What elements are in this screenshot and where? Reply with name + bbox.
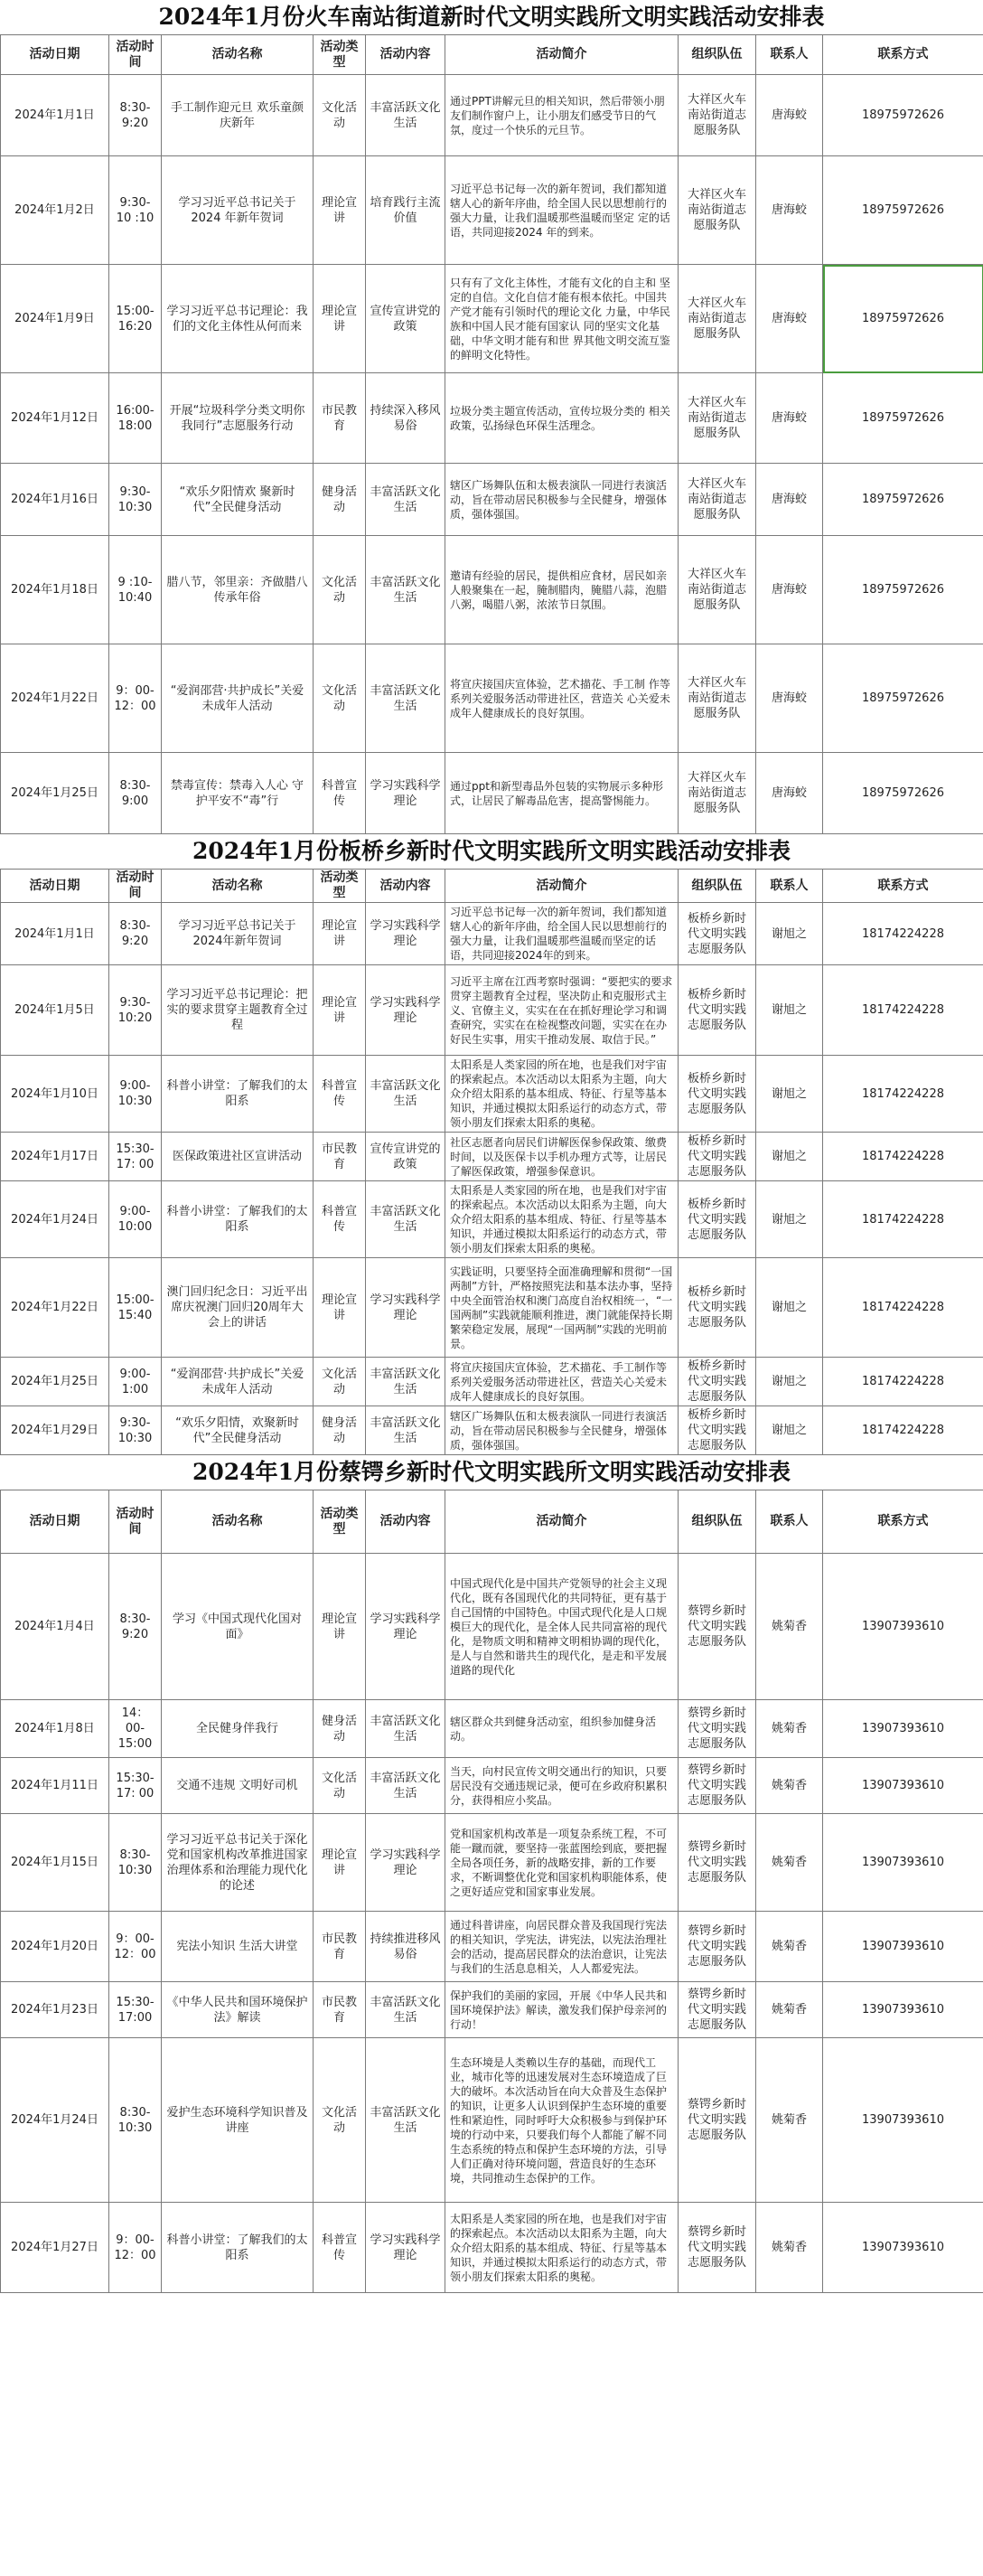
column-header: 组织队伍 [679, 35, 756, 75]
column-header: 活动名称 [162, 35, 314, 75]
column-header: 活动简介 [445, 1490, 679, 1554]
team-cell: 大祥区火车南站街道志愿服务队 [679, 373, 756, 464]
date-cell: 2024年1月15日 [1, 1814, 109, 1912]
activity-name-cell: 禁毒宣传：禁毒入人心 守护平安不“毒”行 [162, 753, 314, 834]
activity-type-cell: 科普宣传 [314, 1181, 366, 1258]
time-cell: 9:30-10:20 [109, 965, 162, 1056]
team-cell: 大祥区火车南站街道志愿服务队 [679, 644, 756, 753]
date-cell: 2024年1月17日 [1, 1133, 109, 1181]
intro-cell: 习近平主席在江西考察时强调：“要把实的要求贯穿主题教育全过程，坚决防止和克服形式主义、官僚主义，实实在在在抓好理论学习和调查研究，实实在在检视整改问题，实实在在办好民生实事，用实干推动发展、取信于民。” [445, 965, 679, 1056]
contact-cell: 唐海蛟 [756, 536, 823, 644]
intro-cell: 辖区广场舞队伍和太极表演队一同进行表演活动，旨在带动居民积极参与全民健身，增强体质，强体强国。 [445, 464, 679, 536]
table-row [1, 1181, 983, 1258]
intro-cell: 通过科普讲座，向居民群众普及我国现行宪法的相关知识，学宪法，讲宪法，以宪法治理社会的活动，提高居民群众的法治意识，让宪法与我们的生活息息相关，人人都爱宪法。 [445, 1912, 679, 1982]
activity-type-cell: 市民教育 [314, 1133, 366, 1181]
table-row [1, 1358, 983, 1406]
activity-type-cell: 文化活动 [314, 2038, 366, 2203]
date-cell: 2024年1月4日 [1, 1554, 109, 1700]
activity-content-cell: 丰富活跃文化生活 [366, 1700, 445, 1758]
intro-cell: 垃圾分类主题宣传活动，宣传垃圾分类的 相关政策，弘扬绿色环保生活理念。 [445, 373, 679, 464]
date-cell: 2024年1月9日 [1, 265, 109, 373]
table-row [1, 265, 983, 373]
activity-type-cell: 理论宣讲 [314, 265, 366, 373]
contact-cell: 谢旭之 [756, 1258, 823, 1358]
team-cell: 大祥区火车南站街道志愿服务队 [679, 536, 756, 644]
time-cell: 15:00-15:40 [109, 1258, 162, 1358]
time-cell: 9 :10-10:40 [109, 536, 162, 644]
activity-content-cell: 学习实践科学理论 [366, 753, 445, 834]
activity-name-cell: 学习习近平总书记关于深化党和国家机构改革推进国家治理体系和治理能力现代化的论述 [162, 1814, 314, 1912]
activity-name-cell: “爱润邵营·共护成长”关爱未成年人活动 [162, 1358, 314, 1406]
column-header: 联系方式 [823, 870, 983, 903]
activity-type-cell: 文化活动 [314, 1758, 366, 1814]
column-header: 活动时间 [109, 35, 162, 75]
activity-type-cell: 理论宣讲 [314, 156, 366, 265]
activity-content-cell: 丰富活跃文化生活 [366, 644, 445, 753]
team-cell: 板桥乡新时代文明实践志愿服务队 [679, 903, 756, 965]
table-row [1, 1056, 983, 1133]
column-header: 组织队伍 [679, 1490, 756, 1554]
date-cell: 2024年1月27日 [1, 2203, 109, 2293]
date-cell: 2024年1月11日 [1, 1758, 109, 1814]
contact-cell: 谢旭之 [756, 1406, 823, 1455]
intro-cell: 太阳系是人类家园的所在地，也是我们对宇宙的探索起点。本次活动以太阳系为主题，向大众介绍太阳系的基本组成、特征、行星等基本知识，并通过模拟太阳系运行的动态方式，带领小朋友们探索太阳系的奥秘。 [445, 2203, 679, 2293]
phone-cell: 13907393610 [823, 1554, 983, 1700]
intro-cell: 太阳系是人类家园的所在地，也是我们对宇宙的探索起点。本次活动以太阳系为主题，向大众介绍太阳系的基本组成、特征、行星等基本知识，并通过模拟太阳系运行的动态方式，带领小朋友们探索太阳系的奥秘。 [445, 1181, 679, 1258]
phone-cell: 18975972626 [823, 644, 983, 753]
time-cell: 9:30-10 :10 [109, 156, 162, 265]
time-cell: 15:30-17: 00 [109, 1133, 162, 1181]
team-cell: 蔡锷乡新时代文明实践志愿服务队 [679, 2038, 756, 2203]
column-header: 活动时间 [109, 870, 162, 903]
activity-type-cell: 市民教育 [314, 373, 366, 464]
activity-name-cell: “欢乐夕阳情欢 聚新时代”全民健身活动 [162, 464, 314, 536]
table-row [1, 1258, 983, 1358]
intro-cell: 中国式现代化是中国共产党领导的社会主义现代化，既有各国现代化的共同特征，更有基于自己国情的中国特色。中国式现代化是人口规模巨大的现代化，是全体人民共同富裕的现代化，是物质文明和精神文明相协调的现代化，是人与自然和谐共生的现代化，是走和平发展道路的现代化 [445, 1554, 679, 1700]
table-header-row [1, 35, 983, 75]
table-row [1, 753, 983, 834]
intro-cell: 辖区群众共到健身活动室，组织参加健身活动。 [445, 1700, 679, 1758]
column-header: 联系方式 [823, 35, 983, 75]
time-cell: 8:30-9:20 [109, 903, 162, 965]
table-row [1, 965, 983, 1056]
activity-name-cell: 医保政策进社区宣讲活动 [162, 1133, 314, 1181]
team-cell: 板桥乡新时代文明实践志愿服务队 [679, 1406, 756, 1455]
time-cell: 15:00-16:20 [109, 265, 162, 373]
column-header: 活动内容 [366, 1490, 445, 1554]
team-cell: 板桥乡新时代文明实践志愿服务队 [679, 1181, 756, 1258]
contact-cell: 姚菊香 [756, 2203, 823, 2293]
contact-cell: 谢旭之 [756, 1358, 823, 1406]
contact-cell: 姚菊香 [756, 1700, 823, 1758]
table-row [1, 1133, 983, 1181]
team-cell: 大祥区火车南站街道志愿服务队 [679, 75, 756, 156]
time-cell: 15:30-17: 00 [109, 1758, 162, 1814]
activity-name-cell: 手工制作迎元旦 欢乐童颜庆新年 [162, 75, 314, 156]
time-cell: 15:30-17:00 [109, 1982, 162, 2038]
column-header: 活动日期 [1, 35, 109, 75]
section-title: 2024年1月份蔡锷乡新时代文明实践所文明实践活动安排表 [192, 1459, 791, 1485]
column-header: 联系人 [756, 1490, 823, 1554]
team-cell: 板桥乡新时代文明实践志愿服务队 [679, 1056, 756, 1133]
intro-cell: 将宣庆接国庆宣体验，艺术描花、手工制 作等系列关爱服务活动带进社区，营造关 心关爱未成年人健康成长的良好氛围。 [445, 644, 679, 753]
contact-cell: 唐海蛟 [756, 373, 823, 464]
team-cell: 大祥区火车南站街道志愿服务队 [679, 156, 756, 265]
activity-content-cell: 学习实践科学理论 [366, 965, 445, 1056]
contact-cell: 谢旭之 [756, 1056, 823, 1133]
date-cell: 2024年1月2日 [1, 156, 109, 265]
team-cell: 大祥区火车南站街道志愿服务队 [679, 464, 756, 536]
table-row [1, 2203, 983, 2293]
phone-cell: 18174224228 [823, 1181, 983, 1258]
activity-content-cell: 学习实践科学理论 [366, 1258, 445, 1358]
contact-cell: 谢旭之 [756, 1181, 823, 1258]
date-cell: 2024年1月12日 [1, 373, 109, 464]
intro-cell: 通过PPT讲解元旦的相关知识，然后带领小朋友们制作窗户上，让小朋友们感受节日的气氛，度过一个快乐的元旦节。 [445, 75, 679, 156]
date-cell: 2024年1月20日 [1, 1912, 109, 1982]
column-header: 组织队伍 [679, 870, 756, 903]
date-cell: 2024年1月25日 [1, 753, 109, 834]
activity-type-cell: 市民教育 [314, 1912, 366, 1982]
schedule-table [0, 869, 983, 1455]
time-cell: 9:00-10:30 [109, 1056, 162, 1133]
activity-type-cell: 理论宣讲 [314, 1554, 366, 1700]
activity-type-cell: 文化活动 [314, 536, 366, 644]
team-cell: 蔡锷乡新时代文明实践志愿服务队 [679, 1554, 756, 1700]
time-cell: 9:30-10:30 [109, 1406, 162, 1455]
phone-cell: 13907393610 [823, 2203, 983, 2293]
contact-cell: 姚菊香 [756, 1758, 823, 1814]
activity-content-cell: 丰富活跃文化生活 [366, 1056, 445, 1133]
contact-cell: 唐海蛟 [756, 644, 823, 753]
date-cell: 2024年1月5日 [1, 965, 109, 1056]
team-cell: 大祥区火车南站街道志愿服务队 [679, 265, 756, 373]
contact-cell: 姚菊香 [756, 1814, 823, 1912]
contact-cell: 谢旭之 [756, 1133, 823, 1181]
activity-content-cell: 学习实践科学理论 [366, 903, 445, 965]
table-row [1, 75, 983, 156]
intro-cell: 实践证明，只要坚持全面准确理解和贯彻“一国两制”方针，严格按照宪法和基本法办事，坚持中央全面管治权和澳门高度自治权相统一，“一国两制”实践就能顺利推进，澳门就能保持长期繁荣稳定发展，展现“一国两制”实践的光明前景。 [445, 1258, 679, 1358]
contact-cell: 唐海蛟 [756, 464, 823, 536]
contact-cell: 谢旭之 [756, 965, 823, 1056]
time-cell: 8:30-10:30 [109, 2038, 162, 2203]
activity-name-cell: 交通不违规 文明好司机 [162, 1758, 314, 1814]
time-cell: 9:00-1:00 [109, 1358, 162, 1406]
team-cell: 蔡锷乡新时代文明实践志愿服务队 [679, 1700, 756, 1758]
table-row [1, 464, 983, 536]
schedule-table [0, 1490, 983, 2293]
column-header: 活动简介 [445, 870, 679, 903]
activity-name-cell: 腊八节，邻里亲：齐做腊八 传承年俗 [162, 536, 314, 644]
column-header: 联系方式 [823, 1490, 983, 1554]
schedule-table [0, 34, 983, 834]
time-cell: 16:00-18:00 [109, 373, 162, 464]
phone-cell: 18975972626 [823, 373, 983, 464]
contact-cell: 姚菊香 [756, 1554, 823, 1700]
team-cell: 大祥区火车南站街道志愿服务队 [679, 753, 756, 834]
intro-cell: 习近平总书记每一次的新年贺词，我们都知道 辖人心的新年序曲，给全国人民以思想前行的强大力量，让我们温暖那些温暖而坚定的话语，共同迎接2024年的到来。 [445, 903, 679, 965]
activity-content-cell: 培育践行主流价值 [366, 156, 445, 265]
phone-cell: 18174224228 [823, 1406, 983, 1455]
intro-cell: 当天，向村民宣传文明交通出行的知识，只要居民没有交通违规记录，便可在乡政府积累积分，获得相应小奖品。 [445, 1758, 679, 1814]
phone-cell: 13907393610 [823, 1912, 983, 1982]
date-cell: 2024年1月1日 [1, 75, 109, 156]
activity-name-cell: 《中华人民共和国环境保护法》解读 [162, 1982, 314, 2038]
activity-content-cell: 丰富活跃文化生活 [366, 1181, 445, 1258]
activity-type-cell: 科普宣传 [314, 753, 366, 834]
contact-cell: 唐海蛟 [756, 75, 823, 156]
column-header: 活动日期 [1, 870, 109, 903]
phone-cell: 18174224228 [823, 1358, 983, 1406]
phone-cell: 18975972626 [823, 75, 983, 156]
phone-cell: 18975972626 [823, 464, 983, 536]
intro-cell: 辖区广场舞队伍和太极表演队一同进行表演活动，旨在带动居民积极参与全民健身，增强体质，强体强国。 [445, 1406, 679, 1455]
time-cell: 9：00-12：00 [109, 2203, 162, 2293]
activity-content-cell: 丰富活跃文化生活 [366, 1358, 445, 1406]
intro-cell: 只有有了文化主体性，才能有文化的自主和 坚定的自信。文化自信才能有根本依托。中国共产党才能有引领时代的理论文化 力量，中华民族和中国人民才能有国家认 同的坚实文化基础，中华文明才能有和世 界其他文明交流互鉴的鲜明文化特性。 [445, 265, 679, 373]
activity-type-cell: 健身活动 [314, 1406, 366, 1455]
column-header: 活动名称 [162, 870, 314, 903]
table-row [1, 536, 983, 644]
phone-cell: 13907393610 [823, 1758, 983, 1814]
activity-type-cell: 文化活动 [314, 644, 366, 753]
team-cell: 板桥乡新时代文明实践志愿服务队 [679, 1358, 756, 1406]
table-row [1, 1912, 983, 1982]
time-cell: 9:00-10:00 [109, 1181, 162, 1258]
table-header-row [1, 1490, 983, 1554]
team-cell: 蔡锷乡新时代文明实践志愿服务队 [679, 1912, 756, 1982]
activity-name-cell: 学习习近平总书记理论：把实的要求贯穿主题教育全过程 [162, 965, 314, 1056]
time-cell: 8:30-9:20 [109, 1554, 162, 1700]
date-cell: 2024年1月10日 [1, 1056, 109, 1133]
date-cell: 2024年1月22日 [1, 1258, 109, 1358]
column-header: 活动类型 [314, 1490, 366, 1554]
table-row [1, 373, 983, 464]
team-cell: 板桥乡新时代文明实践志愿服务队 [679, 1258, 756, 1358]
activity-name-cell: 科普小讲堂：了解我们的太阳系 [162, 2203, 314, 2293]
date-cell: 2024年1月18日 [1, 536, 109, 644]
table-row [1, 1814, 983, 1912]
activity-type-cell: 科普宣传 [314, 2203, 366, 2293]
phone-cell: 18975972626 [823, 536, 983, 644]
column-header: 活动简介 [445, 35, 679, 75]
activity-name-cell: “欢乐夕阳情，欢聚新时代”全民健身活动 [162, 1406, 314, 1455]
activity-name-cell: 科普小讲堂：了解我们的太阳系 [162, 1181, 314, 1258]
team-cell: 蔡锷乡新时代文明实践志愿服务队 [679, 2203, 756, 2293]
activity-content-cell: 宣传宣讲党的政策 [366, 1133, 445, 1181]
team-cell: 蔡锷乡新时代文明实践志愿服务队 [679, 1982, 756, 2038]
activity-content-cell: 丰富活跃文化生活 [366, 464, 445, 536]
activity-content-cell: 学习实践科学理论 [366, 1814, 445, 1912]
activity-name-cell: 开展“垃圾科学分类文明你我同行”志愿服务行动 [162, 373, 314, 464]
time-cell: 9：00-12：00 [109, 1912, 162, 1982]
activity-type-cell: 理论宣讲 [314, 965, 366, 1056]
activity-content-cell: 丰富活跃文化生活 [366, 2038, 445, 2203]
table-row [1, 1700, 983, 1758]
column-header: 活动内容 [366, 35, 445, 75]
date-cell: 2024年1月24日 [1, 2038, 109, 2203]
date-cell: 2024年1月1日 [1, 903, 109, 965]
time-cell: 9：00-12：00 [109, 644, 162, 753]
table-row [1, 156, 983, 265]
activity-name-cell: 学习习近平总书记理论：我们的文化主体性从何而来 [162, 265, 314, 373]
table-row [1, 903, 983, 965]
column-header: 活动名称 [162, 1490, 314, 1554]
contact-cell: 谢旭之 [756, 903, 823, 965]
activity-name-cell: 学习习近平总书记关于2024年新年贺词 [162, 903, 314, 965]
activity-type-cell: 理论宣讲 [314, 1814, 366, 1912]
activity-type-cell: 科普宣传 [314, 1056, 366, 1133]
intro-cell: 习近平总书记每一次的新年贺词，我们都知道 辖人心的新年序曲，给全国人民以思想前行的强大力量，让我们温暖那些温暖而坚定 定的话语，共同迎接2024 年的到来。 [445, 156, 679, 265]
phone-cell: 18174224228 [823, 1133, 983, 1181]
table-row [1, 1758, 983, 1814]
contact-cell: 姚菊香 [756, 2038, 823, 2203]
intro-cell: 党和国家机构改革是一项复杂系统工程，不可能一蹴而就，要坚持一张蓝图绘到底，要把握全局各项任务，新的战略安排，新的工作要求，不断调整优化党和国家机构职能体系，使之更好适应党和国家事业发展。 [445, 1814, 679, 1912]
section-title: 2024年1月份火车南站街道新时代文明实践所文明实践活动安排表 [158, 4, 825, 30]
activity-type-cell: 理论宣讲 [314, 1258, 366, 1358]
activity-name-cell: 宪法小知识 生活大讲堂 [162, 1912, 314, 1982]
table-row [1, 2038, 983, 2203]
table-row [1, 644, 983, 753]
time-cell: 9:30-10:30 [109, 464, 162, 536]
activity-content-cell: 丰富活跃文化生活 [366, 75, 445, 156]
activity-name-cell: 爱护生态环境科学知识普及讲座 [162, 2038, 314, 2203]
activity-name-cell: 科普小讲堂：了解我们的太阳系 [162, 1056, 314, 1133]
activity-type-cell: 市民教育 [314, 1982, 366, 2038]
intro-cell: 将宣庆接国庆宣体验，艺术描花、手工制作等系列关爱服务活动带进社区，营造关心关爱未成年人健康成长的良好氛围。 [445, 1358, 679, 1406]
phone-cell: 13907393610 [823, 1814, 983, 1912]
activity-content-cell: 学习实践科学理论 [366, 2203, 445, 2293]
phone-cell: 13907393610 [823, 2038, 983, 2203]
intro-cell: 生态环境是人类赖以生存的基础，而现代工业，城市化等的迅速发展对生态环境造成了巨大的破坏。本次活动旨在向大众普及生态保护的知识，让更多人认识到保护生态环境的重要性和紧迫性，同时呼吁大众积极参与到保护环境的行动中来，只要我们每个人都能了解不同生态系统的特点和保护生态环境的方法，引导人们正确对待环境问题，营造良好的生态环境，共同推动生态保护的工作。 [445, 2038, 679, 2203]
phone-cell: 13907393610 [823, 1982, 983, 2038]
activity-type-cell: 健身活动 [314, 464, 366, 536]
activity-name-cell: “爱润邵营·共护成长”关爱未成年人活动 [162, 644, 314, 753]
date-cell: 2024年1月22日 [1, 644, 109, 753]
activity-content-cell: 丰富活跃文化生活 [366, 1758, 445, 1814]
time-cell: 8:30-9:00 [109, 753, 162, 834]
date-cell: 2024年1月24日 [1, 1181, 109, 1258]
activity-type-cell: 理论宣讲 [314, 903, 366, 965]
intro-cell: 保护我们的美丽的家园，开展《中华人民共和国环境保护法》解读，激发我们保护母亲河的行动！ [445, 1982, 679, 2038]
column-header: 联系人 [756, 870, 823, 903]
time-cell: 14：00-15:00 [109, 1700, 162, 1758]
activity-content-cell: 持续深入移风易俗 [366, 373, 445, 464]
intro-cell: 社区志愿者向居民们讲解医保参保政策、缴费时间，以及医保卡以手机办理方式等，让居民了解医保政策，增强参保意识。 [445, 1133, 679, 1181]
activity-content-cell: 丰富活跃文化生活 [366, 536, 445, 644]
column-header: 活动时间 [109, 1490, 162, 1554]
team-cell: 板桥乡新时代文明实践志愿服务队 [679, 1133, 756, 1181]
intro-cell: 太阳系是人类家园的所在地，也是我们对宇宙的探索起点。本次活动以太阳系为主题，向大众介绍太阳系的基本组成、特征、行星等基本知识，并通过模拟太阳系运行的动态方式，带领小朋友们探索太阳系的奥秘。 [445, 1056, 679, 1133]
contact-cell: 唐海蛟 [756, 265, 823, 373]
team-cell: 板桥乡新时代文明实践志愿服务队 [679, 965, 756, 1056]
intro-cell: 通过ppt和新型毒品外包装的实物展示多种形式，让居民了解毒品危害，提高警惕能力。 [445, 753, 679, 834]
team-cell: 蔡锷乡新时代文明实践志愿服务队 [679, 1758, 756, 1814]
activity-type-cell: 健身活动 [314, 1700, 366, 1758]
column-header: 活动类型 [314, 35, 366, 75]
activity-name-cell: 全民健身伴我行 [162, 1700, 314, 1758]
activity-name-cell: 学习习近平总书记关于 2024 年新年贺词 [162, 156, 314, 265]
phone-cell: 18174224228 [823, 1056, 983, 1133]
table-row [1, 1406, 983, 1455]
phone-cell: 18975972626 [823, 265, 983, 373]
date-cell: 2024年1月8日 [1, 1700, 109, 1758]
time-cell: 8:30-10:30 [109, 1814, 162, 1912]
section-title: 2024年1月份板桥乡新时代文明实践所文明实践活动安排表 [192, 838, 791, 864]
column-header: 活动类型 [314, 870, 366, 903]
date-cell: 2024年1月25日 [1, 1358, 109, 1406]
table-header-row [1, 870, 983, 903]
team-cell: 蔡锷乡新时代文明实践志愿服务队 [679, 1814, 756, 1912]
table-row [1, 1982, 983, 2038]
phone-cell: 18174224228 [823, 965, 983, 1056]
contact-cell: 姚菊香 [756, 1982, 823, 2038]
table-row [1, 1554, 983, 1700]
phone-cell: 18975972626 [823, 753, 983, 834]
contact-cell: 唐海蛟 [756, 753, 823, 834]
time-cell: 8:30-9:20 [109, 75, 162, 156]
phone-cell: 13907393610 [823, 1700, 983, 1758]
column-header: 活动内容 [366, 870, 445, 903]
activity-content-cell: 宣传宣讲党的政策 [366, 265, 445, 373]
activity-type-cell: 文化活动 [314, 1358, 366, 1406]
activity-content-cell: 丰富活跃文化生活 [366, 1406, 445, 1455]
contact-cell: 唐海蛟 [756, 156, 823, 265]
date-cell: 2024年1月16日 [1, 464, 109, 536]
activity-content-cell: 学习实践科学理论 [366, 1554, 445, 1700]
column-header: 活动日期 [1, 1490, 109, 1554]
column-header: 联系人 [756, 35, 823, 75]
activity-type-cell: 文化活动 [314, 75, 366, 156]
contact-cell: 姚菊香 [756, 1912, 823, 1982]
phone-cell: 18174224228 [823, 1258, 983, 1358]
activity-name-cell: 学习《中国式现代化国对面》 [162, 1554, 314, 1700]
activity-content-cell: 丰富活跃文化生活 [366, 1982, 445, 2038]
date-cell: 2024年1月23日 [1, 1982, 109, 2038]
activity-content-cell: 持续推进移风易俗 [366, 1912, 445, 1982]
phone-cell: 18975972626 [823, 156, 983, 265]
activity-name-cell: 澳门回归纪念日：习近平出席庆祝澳门回归20周年大会上的讲话 [162, 1258, 314, 1358]
phone-cell: 18174224228 [823, 903, 983, 965]
date-cell: 2024年1月29日 [1, 1406, 109, 1455]
intro-cell: 邀请有经验的居民，提供相应食材，居民如亲人般聚集在一起，腌制腊肉，腌腊八蒜，泡腊八粥，喝腊八粥，浓浓节日氛围。 [445, 536, 679, 644]
